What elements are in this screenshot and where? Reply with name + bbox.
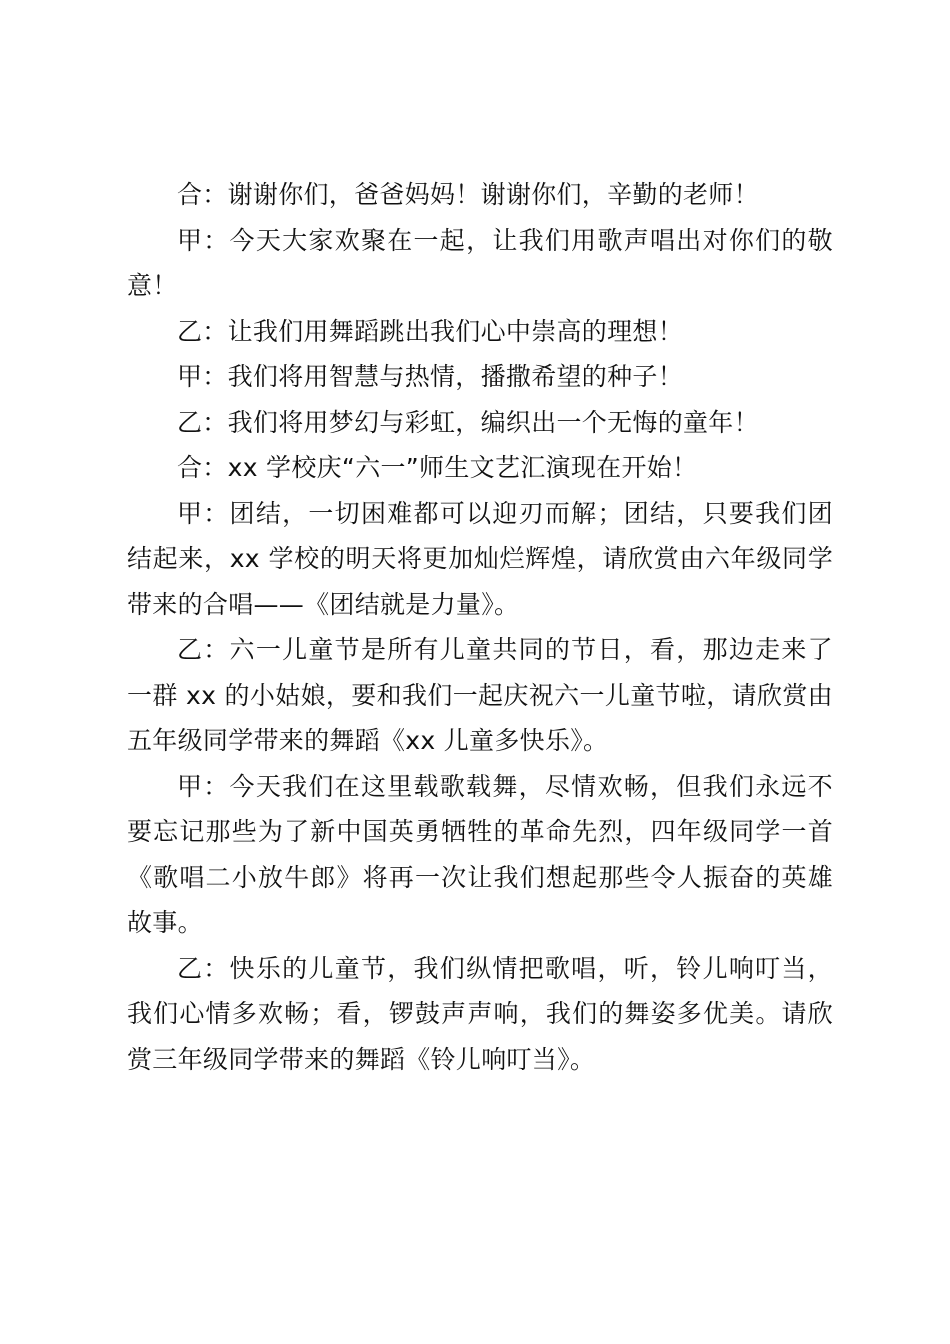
document-body bbox=[127, 172, 833, 1082]
paragraph-5: 乙：我们将用梦幻与彩虹，编织出一个无悔的童年！ bbox=[177, 407, 759, 437]
paragraph-1: 合：谢谢你们，爸爸妈妈！谢谢你们，辛勤的老师！ bbox=[177, 180, 759, 209]
paragraph-7: 甲：团结，一切困难都可以迎刃而解；团结，只要我们团结起来，xx 学校的明天将更加灿烂辉煌，请欣赏由六年级同学带来的合唱——《团结就是力量》。 bbox=[127, 498, 833, 619]
paragraph-3: 乙：让我们用舞蹈跳出我们心中崇高的理想！ bbox=[177, 316, 684, 346]
paragraph-9: 甲：今天我们在这里载歌载舞，尽情欢畅，但我们永远不要忘记那些为了新中国英勇牺牲的革命先烈，四年级同学一首《歌唱二小放牛郎》将再一次让我们想起那些令人振奋的英雄故事。 bbox=[127, 771, 833, 937]
paragraph-2: 甲：今天大家欢聚在一起，让我们用歌声唱出对你们的敬意！ bbox=[127, 225, 833, 300]
paragraph-4: 甲：我们将用智慧与热情，播撒希望的种子！ bbox=[177, 362, 684, 391]
paragraph-6: 合：xx 学校庆“六一”师生文艺汇演现在开始！ bbox=[177, 453, 698, 482]
paragraph-8: 乙：六一儿童节是所有儿童共同的节日，看，那边走来了一群 xx 的小姑娘，要和我们一起庆祝六一儿童节啦，请欣赏由五年级同学带来的舞蹈《xx 儿童多快乐》。 bbox=[127, 635, 833, 755]
paragraph-10: 乙：快乐的儿童节，我们纵情把歌唱，听，铃儿响叮当，我们心情多欢畅；看，锣鼓声声响，我们的舞姿多优美。请欣赏三年级同学带来的舞蹈《铃儿响叮当》。 bbox=[127, 953, 833, 1074]
